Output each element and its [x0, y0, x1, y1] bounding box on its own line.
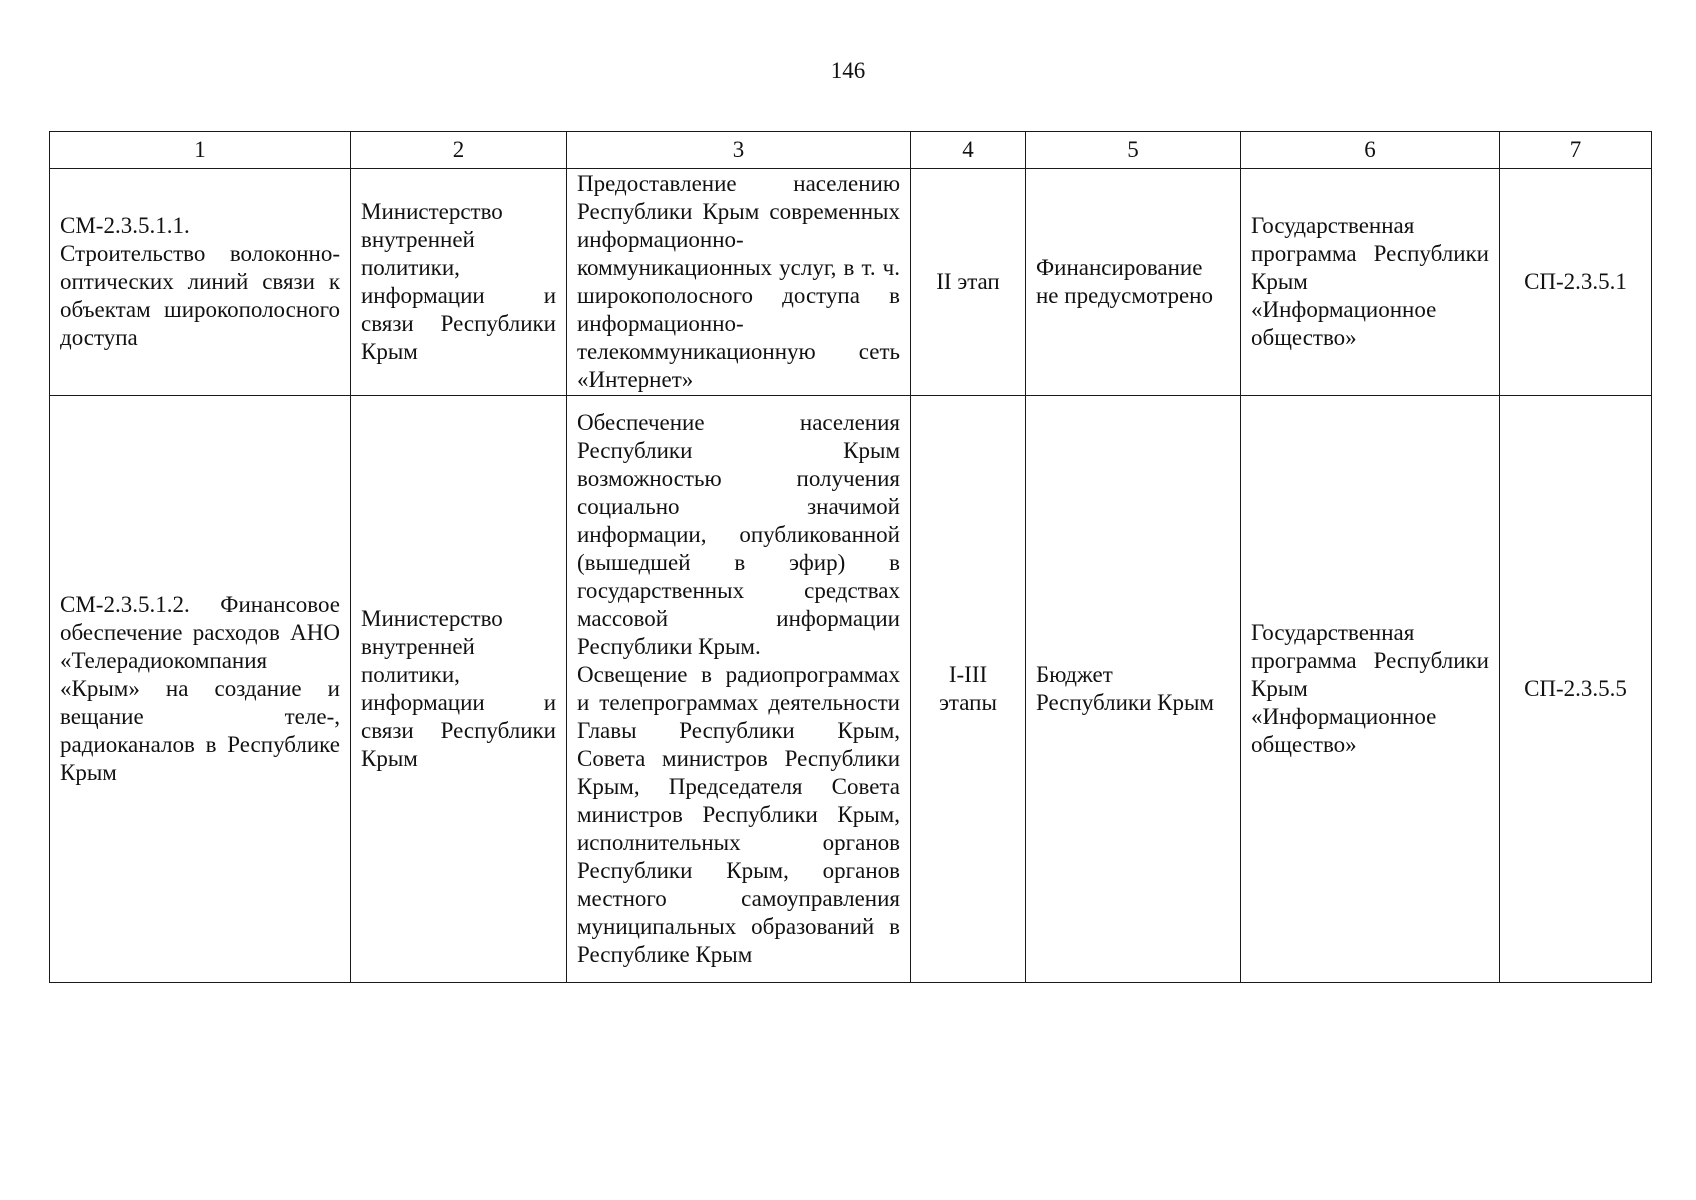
code-cell: СП-2.3.5.1 — [1500, 169, 1652, 396]
column-header: 1 — [50, 132, 351, 169]
result-cell — [567, 396, 911, 983]
table-header-row — [50, 132, 1652, 169]
responsible-cell: Министерство внутренней политики, информации и связи Республики Крым — [351, 396, 567, 983]
measure-cell: СМ-2.3.5.1.1. Строительство волоконно-оптических линий связи к объектам широкополосного доступа — [50, 169, 351, 396]
result-cell: Предоставление населению Республики Крым современных информационно-коммуникационных услуг, в т. ч. широкополосного доступа в информационно-телекоммуникационную сеть «Интернет» — [567, 169, 911, 396]
program-cell: Государственная программа Республики Крым «Информационное общество» — [1241, 169, 1500, 396]
table-row — [50, 396, 1652, 983]
stage-cell: I-III этапы — [911, 396, 1026, 983]
column-header: 5 — [1026, 132, 1241, 169]
table-row — [50, 169, 1652, 396]
column-header: 3 — [567, 132, 911, 169]
measures-table — [49, 131, 1652, 983]
financing-cell: Бюджет Республики Крым — [1026, 396, 1241, 983]
column-header: 2 — [351, 132, 567, 169]
code-cell: СП-2.3.5.5 — [1500, 396, 1652, 983]
column-header: 7 — [1500, 132, 1652, 169]
result-paragraph: Обеспечение населения Республики Крым возможностью получения социально значимой информации, опубликованной (вышедшей в эфир) в государственных средствах массовой информации Республики Крым. — [577, 410, 900, 659]
measure-cell: СМ-2.3.5.1.2. Финансовое обеспечение расходов АНО «Телерадиокомпания «Крым» на создание и вещание теле-, радиоканалов в Республике Крым — [50, 396, 351, 983]
page-number: 146 — [830, 58, 866, 83]
responsible-cell: Министерство внутренней политики, информации и связи Республики Крым — [351, 169, 567, 396]
program-cell: Государственная программа Республики Крым «Информационное общество» — [1241, 396, 1500, 983]
column-header: 6 — [1241, 132, 1500, 169]
result-paragraph: Освещение в радиопрограммах и телепрограммах деятельности Главы Республики Крым, Совета министров Республики Крым, Председателя Совета министров Республики Крым, исполнительных органов Республики Крым, органов местного самоуправления муниципальных образований в Республике Крым — [577, 662, 900, 967]
column-header: 4 — [911, 132, 1026, 169]
financing-cell: Финансирование не предусмотрено — [1026, 169, 1241, 396]
stage-cell: II этап — [911, 169, 1026, 396]
